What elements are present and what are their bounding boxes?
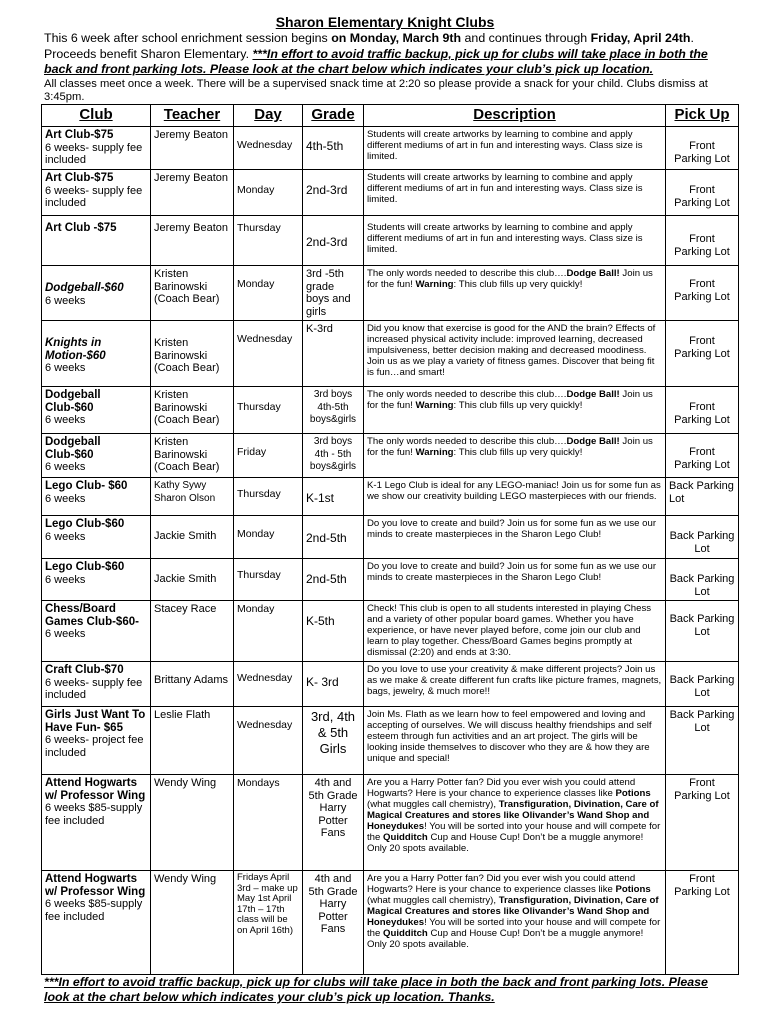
club-details: 6 weeks — [45, 362, 86, 374]
grade-cell: K-5th — [303, 601, 364, 662]
table-row — [42, 662, 739, 707]
intro-paragraph — [44, 31, 734, 78]
club-cell — [42, 321, 151, 387]
desc-text: (what muggles call chemistry), — [367, 799, 499, 810]
day-cell: Mondays — [234, 775, 303, 871]
description-cell: K-1 Lego Club is ideal for any LEGO-maniac! Join us for some fun as we show our creativity building LEGO masterpieces with our friends. — [364, 478, 666, 516]
desc-warning: Warning — [415, 400, 454, 411]
day-cell: Monday — [234, 601, 303, 662]
club-cell — [42, 170, 151, 216]
teacher-cell: Wendy Wing — [151, 775, 234, 871]
club-cell — [42, 871, 151, 975]
club-details: 6 weeks- supply fee included — [45, 184, 143, 209]
club-cell — [42, 559, 151, 601]
footer-notice: ***In effort to avoid traffic backup, pick up for clubs will take place in both the back and front parking lots. Please look at the chart below which indicates your club’s pick up location. Thanks. — [44, 975, 708, 1004]
club-cell — [42, 478, 151, 516]
grade-cell: 2nd-5th — [303, 559, 364, 601]
pickup-cell: Front Parking Lot — [666, 266, 739, 321]
club-name: Lego Club- $60 — [45, 480, 128, 492]
table-row — [42, 601, 739, 662]
description-cell: Do you love to use your creativity & make different projects? Join us as we make & create different fun crafts like picture frames, magnets, bags, jewelry, & much more!! — [364, 662, 666, 707]
desc-warning: Warning — [415, 447, 454, 458]
club-name: Art Club-$75 — [45, 172, 114, 184]
grade-cell: 3rd boys 4th - 5th boys&girls — [303, 434, 364, 478]
club-name: Lego Club-$60 — [45, 561, 125, 573]
teacher-cell: Kathy Sywy Sharon Olson — [151, 478, 234, 516]
day-cell: Thursday — [234, 216, 303, 266]
intro-start-date: on Monday, March 9th — [331, 31, 462, 45]
club-name: Attend Hogwarts w/ Professor Wing — [45, 777, 146, 802]
table-header-row — [42, 105, 739, 127]
pickup-cell: Back Parking Lot — [666, 478, 739, 516]
grade-cell: K- 3rd — [303, 662, 364, 707]
desc-text: The only words needed to describe this club…. — [367, 268, 567, 279]
description-cell — [364, 266, 666, 321]
club-cell — [42, 216, 151, 266]
column-header-day: Day — [234, 105, 303, 127]
teacher-cell: Brittany Adams — [151, 662, 234, 707]
day-cell: Wednesday — [234, 707, 303, 775]
pickup-cell: Front Parking Lot — [666, 216, 739, 266]
desc-bold: Dodge Ball! — [566, 268, 620, 279]
club-name: Attend Hogwarts w/ Professor Wing — [45, 873, 146, 898]
grade-cell: 4th and 5th Grade Harry Potter Fans — [303, 871, 364, 975]
clubs-table — [41, 104, 739, 975]
table-row — [42, 775, 739, 871]
teacher-cell: Jeremy Beaton — [151, 127, 234, 170]
day-cell: Wednesday — [234, 321, 303, 387]
club-cell — [42, 775, 151, 871]
intro-text: . Proceeds benefit Sharon Elementary. — [44, 31, 694, 61]
pickup-cell: Front Parking Lot — [666, 387, 739, 434]
grade-cell: 3rd boys 4th-5th boys&girls — [303, 387, 364, 434]
desc-text: (what muggles call chemistry), — [367, 895, 499, 906]
teacher-cell: Jeremy Beaton — [151, 216, 234, 266]
column-header-teacher: Teacher — [151, 105, 234, 127]
desc-bold: Quidditch — [383, 832, 428, 843]
snack-note: All classes meet once a week. There will be a supervised snack time at 2:20 so please provide a snack for your child. Clubs dismiss at 3:45pm. — [44, 78, 708, 103]
description-cell: Check! This club is open to all students interested in playing Chess and a variety of other popular board games. Whether you have experience, or have never played before, come join our club and learn to play together. Chess/Board Games begins promptly at dismissal (2:20) and ends at 3:30. — [364, 601, 666, 662]
desc-text: The only words needed to describe this club…. — [367, 389, 567, 400]
day-cell: Monday — [234, 170, 303, 216]
description-cell — [364, 775, 666, 871]
grade-cell: 2nd-3rd — [303, 216, 364, 266]
pickup-cell: Front Parking Lot — [666, 871, 739, 975]
club-name: Chess/Board Games Club-$60- — [45, 603, 139, 628]
desc-bold: Transfiguration, Divination, Care of Magical Creatures and stores like Olivander’s Wand Shop and Honeydukes — [367, 799, 659, 832]
teacher-cell: Kristen Barinowski (Coach Bear) — [151, 321, 234, 387]
teacher-cell: Jeremy Beaton — [151, 170, 234, 216]
pickup-cell: Front Parking Lot — [666, 170, 739, 216]
club-cell — [42, 707, 151, 775]
column-header-pickup: Pick Up — [666, 105, 739, 127]
club-cell — [42, 266, 151, 321]
description-cell: Join Ms. Flath as we learn how to feel empowered and loving and accepting of ourselves. We will discuss healthy friendships and self esteem through fun activities and an art project. The girls will be looking inside themselves to discover who they are & how they are unique and special! — [364, 707, 666, 775]
desc-bold: Transfiguration, Divination, Care of Magical Creatures and stores like Olivander’s Wand Shop and Honeydukes — [367, 895, 659, 928]
column-header-description: Description — [364, 105, 666, 127]
club-details: 6 weeks $85-supply fee included — [45, 802, 143, 827]
club-details: 6 weeks $85-supply fee included — [45, 898, 143, 923]
club-name: Knights in Motion-$60 — [45, 337, 106, 362]
description-cell: Do you love to create and build? Join us for some fun as we use our minds to create masterpieces in the Sharon Lego Club! — [364, 559, 666, 601]
club-details: 6 weeks- project fee included — [45, 734, 144, 759]
day-cell: Friday — [234, 434, 303, 478]
page-title: Sharon Elementary Knight Clubs — [275, 14, 495, 30]
table-row — [42, 216, 739, 266]
pickup-cell: Front Parking Lot — [666, 321, 739, 387]
desc-bold: Dodge Ball! — [566, 436, 620, 447]
description-cell: Do you love to create and build? Join us for some fun as we use our minds to create masterpieces in the Sharon Lego Club! — [364, 516, 666, 559]
description-cell: Did you know that exercise is good for the AND the brain? Effects of increased physical activity include: improved learning, decreased impulsiveness, better decision making and decreased moodiness. Join us as we play a variety of fitness games. Discover that being fit is fun…and smart! — [364, 321, 666, 387]
table-row — [42, 387, 739, 434]
desc-text: Are you a Harry Potter fan? Did you ever wish you could attend Hogwarts? Here is your chance to experience classes like — [367, 873, 636, 895]
club-name: Dodgeball-$60 — [45, 282, 124, 294]
club-details: 6 weeks- supply fee included — [45, 141, 143, 166]
desc-text: ! You will be sorted into your house and will compete for the — [367, 821, 661, 843]
pickup-cell: Back Parking Lot — [666, 601, 739, 662]
grade-cell: 2nd-3rd — [303, 170, 364, 216]
table-row — [42, 266, 739, 321]
column-header-club: Club — [42, 105, 151, 127]
table-row — [42, 170, 739, 216]
pickup-cell: Front Parking Lot — [666, 775, 739, 871]
day-cell: Monday — [234, 516, 303, 559]
grade-cell: 3rd, 4th & 5th Girls — [303, 707, 364, 775]
day-cell: Thursday — [234, 559, 303, 601]
table-row — [42, 321, 739, 387]
desc-bold: Dodge Ball! — [566, 389, 620, 400]
grade-cell: 2nd-5th — [303, 516, 364, 559]
table-row — [42, 516, 739, 559]
club-details: 6 weeks — [45, 414, 86, 426]
table-row — [42, 707, 739, 775]
table-row — [42, 478, 739, 516]
table-row — [42, 559, 739, 601]
pickup-cell: Front Parking Lot — [666, 434, 739, 478]
teacher-cell: Jackie Smith — [151, 559, 234, 601]
club-details: 6 weeks- supply fee included — [45, 676, 143, 701]
desc-bold: Quidditch — [383, 928, 428, 939]
teacher-cell: Kristen Barinowski (Coach Bear) — [151, 387, 234, 434]
club-details: 6 weeks — [45, 461, 86, 473]
teacher-cell: Kristen Barinowski (Coach Bear) — [151, 434, 234, 478]
intro-text: and continues through — [461, 31, 591, 45]
description-cell: Students will create artworks by learning to combine and apply different mediums of art in fun and interesting ways. Class size is limited. — [364, 170, 666, 216]
desc-text: Join us for the fun! — [367, 268, 653, 290]
day-cell: Fridays April 3rd – make up May 1st April 17th – 17th class will be on April 16th) — [234, 871, 303, 975]
grade-cell: 3rd -5th grade boys and girls — [303, 266, 364, 321]
club-name: Art Club-$75 — [45, 129, 114, 141]
table-row — [42, 127, 739, 170]
column-header-grade: Grade — [303, 105, 364, 127]
intro-pickup-notice: ***In effort to avoid traffic backup, pick up for clubs will take place in both the back and front parking lots. Please look at the chart below which indicates your club’s pick up location. — [44, 46, 708, 76]
table-row — [42, 434, 739, 478]
club-cell — [42, 516, 151, 559]
desc-bold: Potions — [615, 788, 651, 799]
day-cell: Thursday — [234, 478, 303, 516]
desc-text: : This club fills up very quickly! — [453, 447, 583, 458]
desc-text: : This club fills up very quickly! — [453, 279, 583, 290]
description-cell — [364, 871, 666, 975]
club-name: Craft Club-$70 — [45, 664, 124, 676]
pickup-cell: Back Parking Lot — [666, 662, 739, 707]
desc-text: Join us for the fun! — [367, 389, 653, 411]
club-cell — [42, 127, 151, 170]
teacher-cell: Stacey Race — [151, 601, 234, 662]
table-row — [42, 871, 739, 975]
description-cell: Students will create artworks by learning to combine and apply different mediums of art in fun and interesting ways. Class size is limited. — [364, 127, 666, 170]
club-name: Dodgeball Club-$60 — [45, 436, 101, 461]
club-name: Art Club -$75 — [45, 222, 117, 234]
description-cell — [364, 387, 666, 434]
club-name: Lego Club-$60 — [45, 518, 125, 530]
desc-text: The only words needed to describe this club…. — [367, 436, 567, 447]
desc-text: Cup and House Cup! Don’t be a muggle anymore! Only 20 spots available. — [367, 832, 644, 854]
club-details: 6 weeks — [45, 530, 86, 543]
desc-text: Cup and House Cup! Don’t be a muggle anymore! Only 20 spots available. — [367, 928, 644, 950]
grade-cell: K-1st — [303, 478, 364, 516]
intro-text: This 6 week after school enrichment session begins — [44, 31, 332, 45]
desc-text: ! You will be sorted into your house and will compete for the — [367, 917, 661, 939]
day-cell: Thursday — [234, 387, 303, 434]
pickup-cell: Front Parking Lot — [666, 127, 739, 170]
day-cell: Monday — [234, 266, 303, 321]
teacher-cell: Leslie Flath — [151, 707, 234, 775]
pickup-cell: Back Parking Lot — [666, 516, 739, 559]
club-name: Girls Just Want To Have Fun- $65 — [45, 709, 146, 734]
intro-end-date: Friday, April 24th — [590, 31, 691, 45]
club-details: 6 weeks — [45, 492, 86, 505]
day-cell: Wednesday — [234, 127, 303, 170]
club-cell — [42, 601, 151, 662]
day-cell: Wednesday — [234, 662, 303, 707]
club-details: 6 weeks — [45, 294, 86, 307]
desc-bold: Potions — [615, 884, 651, 895]
club-cell — [42, 434, 151, 478]
club-details: 6 weeks — [45, 628, 86, 640]
teacher-cell: Kristen Barinowski (Coach Bear) — [151, 266, 234, 321]
description-cell — [364, 434, 666, 478]
desc-text: : This club fills up very quickly! — [453, 400, 583, 411]
desc-warning: Warning — [415, 279, 454, 290]
club-details: 6 weeks — [45, 573, 86, 586]
description-cell: Students will create artworks by learning to combine and apply different mediums of art in fun and interesting ways. Class size is limited. — [364, 216, 666, 266]
teacher-cell: Jackie Smith — [151, 516, 234, 559]
grade-cell: 4th-5th — [303, 127, 364, 170]
club-cell — [42, 387, 151, 434]
club-cell — [42, 662, 151, 707]
club-name: Dodgeball Club-$60 — [45, 389, 101, 414]
pickup-cell: Back Parking Lot — [666, 559, 739, 601]
pickup-cell: Back Parking Lot — [666, 707, 739, 775]
teacher-cell: Wendy Wing — [151, 871, 234, 975]
grade-cell: 4th and 5th Grade Harry Potter Fans — [303, 775, 364, 871]
desc-text: Join us for the fun! — [367, 436, 653, 458]
grade-cell: K-3rd — [303, 321, 364, 387]
desc-text: Are you a Harry Potter fan? Did you ever wish you could attend Hogwarts? Here is your chance to experience classes like — [367, 777, 636, 799]
